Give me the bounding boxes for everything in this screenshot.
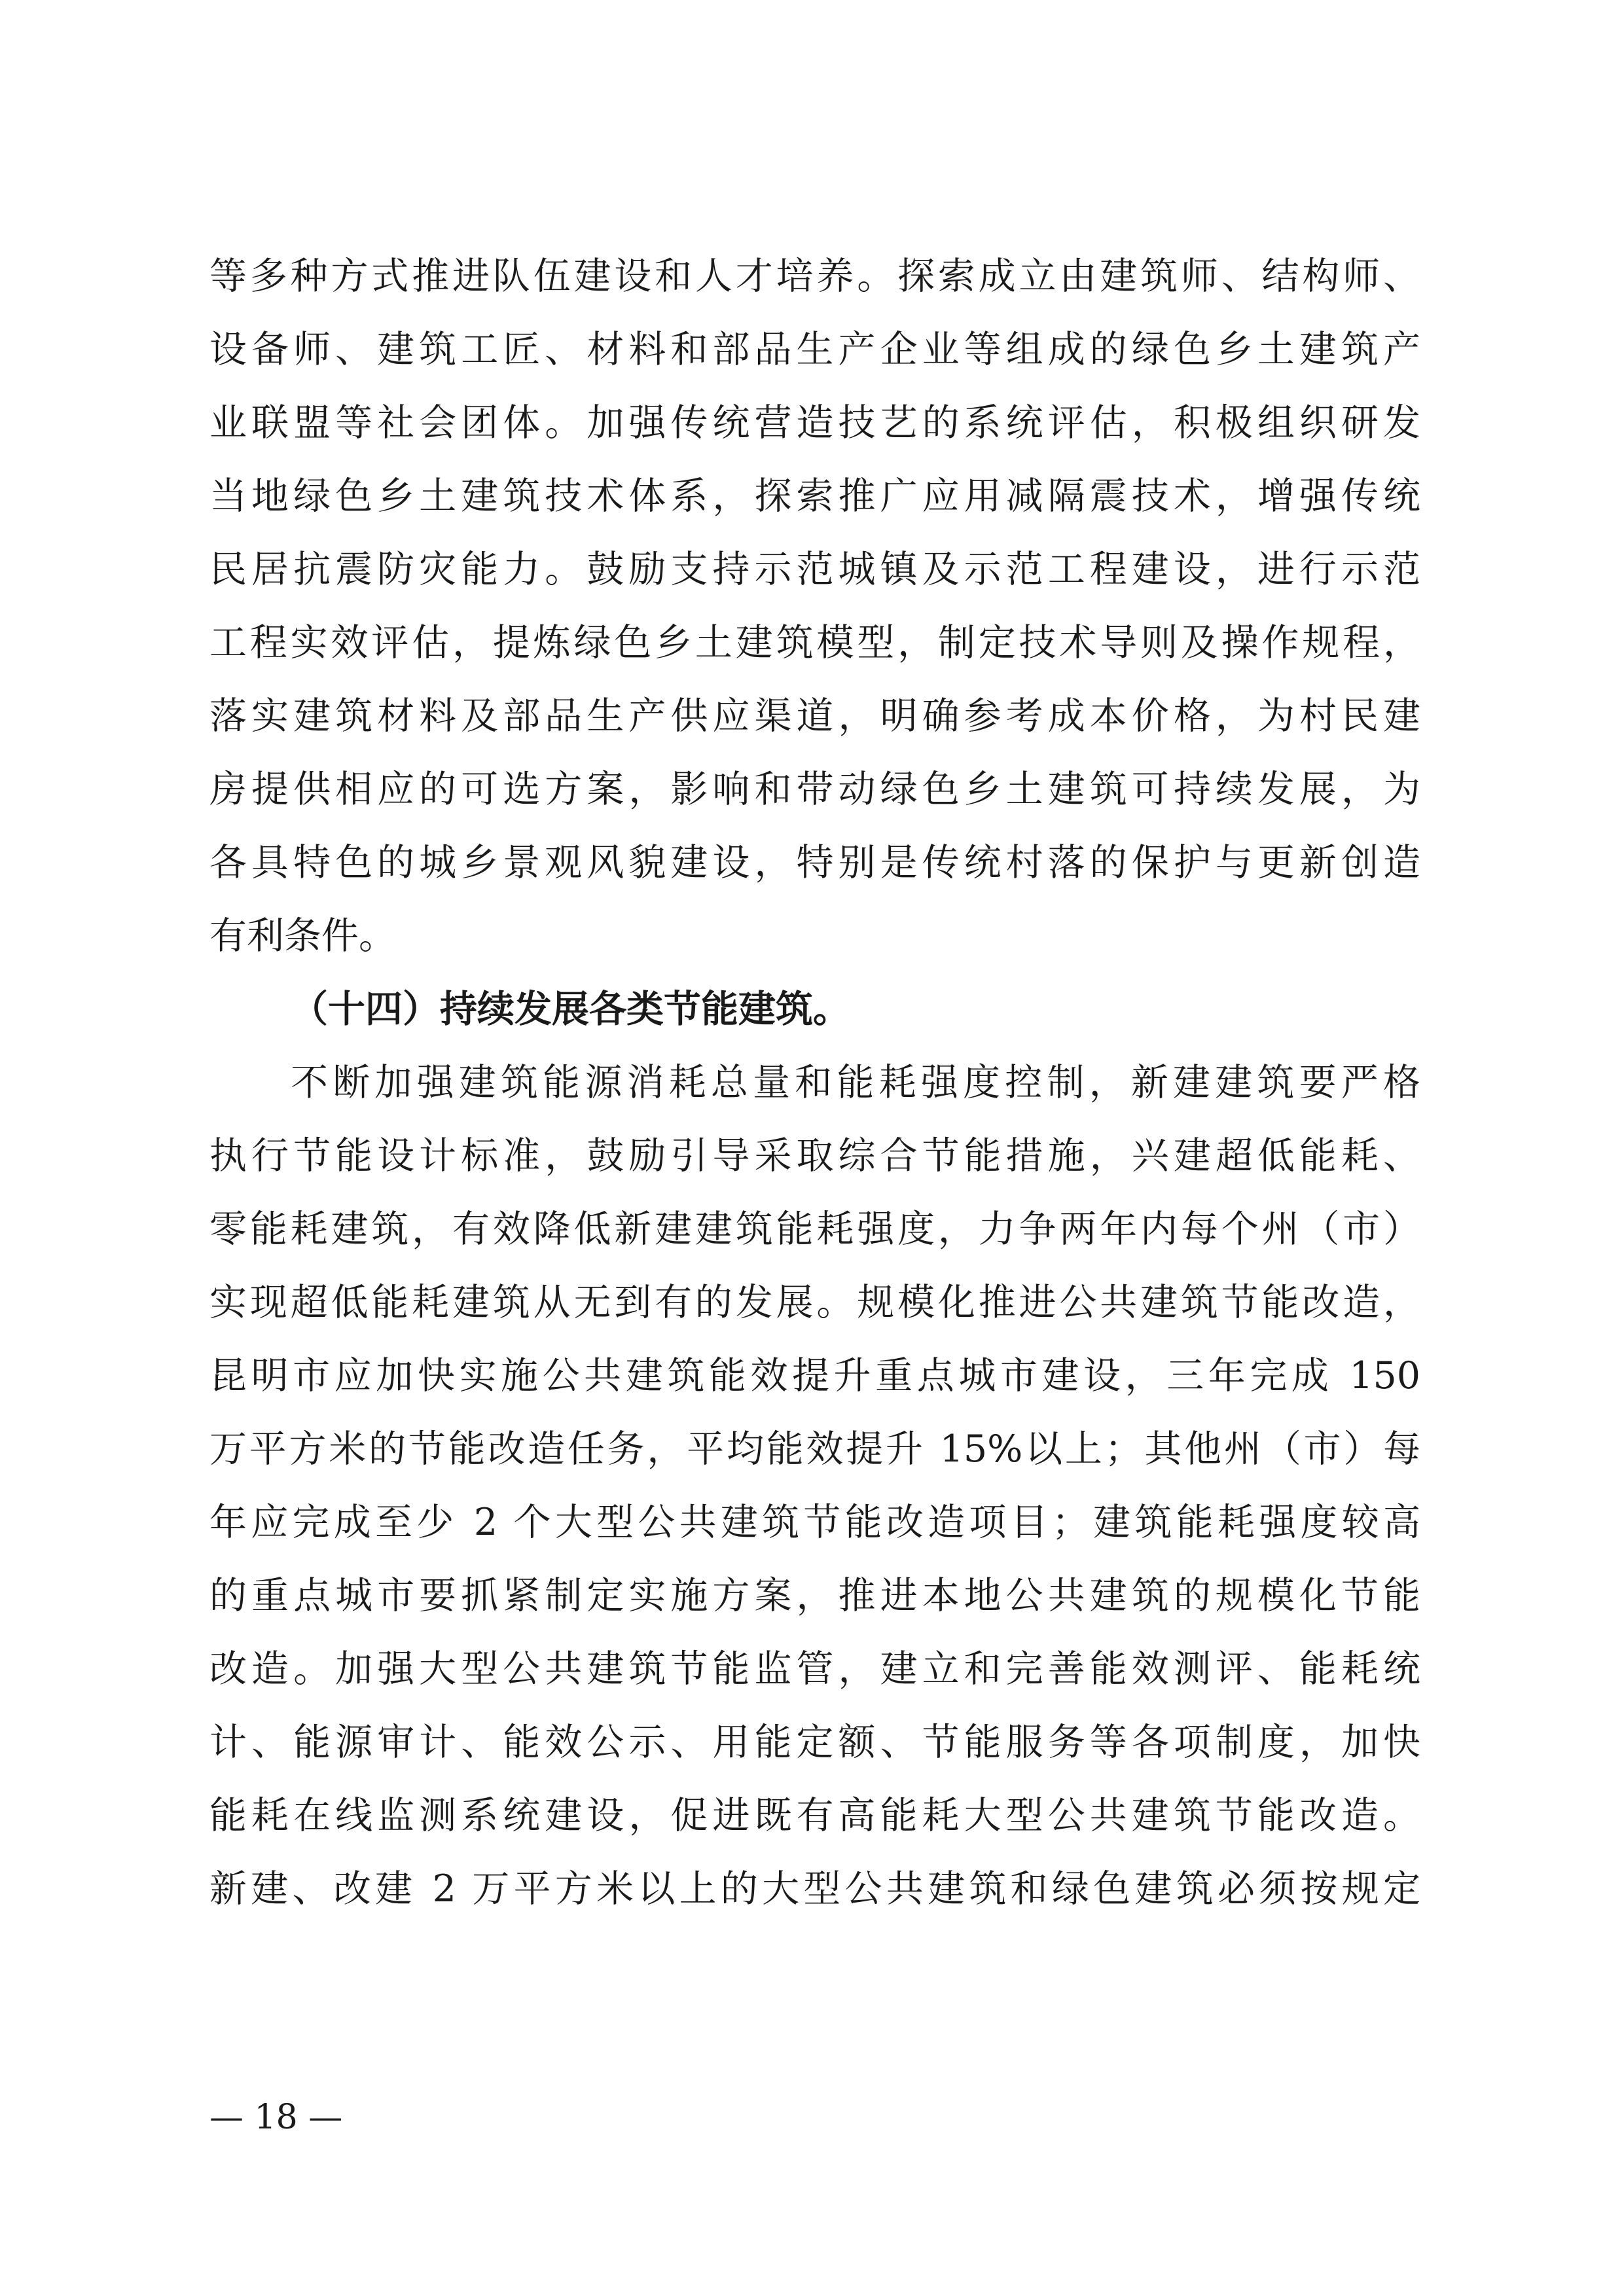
paragraph-line: 设备师、建筑工匠、材料和部品生产企业等组成的绿色乡土建筑产 [209, 328, 1420, 371]
paragraph-line: 业联盟等社会团体。加强传统营造技艺的系统评估，积极组织研发 [209, 401, 1420, 444]
paragraph-line: 不断加强建筑能源消耗总量和能耗强度控制，新建建筑要严格 [291, 1061, 1420, 1104]
paragraph-line: 执行节能设计标准，鼓励引导采取综合节能措施，兴建超低能耗、 [209, 1134, 1420, 1177]
paragraph-line: 万平方米的节能改造任务，平均能效提升 15%以上；其他州（市）每 [209, 1427, 1420, 1471]
paragraph-line: 当地绿色乡土建筑技术体系，探索推广应用减隔震技术，增强传统 [209, 475, 1420, 518]
paragraph-line: 民居抗震防灾能力。鼓励支持示范城镇及示范工程建设，进行示范 [209, 548, 1420, 591]
paragraph-line: 新建、改建 2 万平方米以上的大型公共建筑和绿色建筑必须按规定 [209, 1867, 1420, 1910]
paragraph-line: 零能耗建筑，有效降低新建建筑能耗强度，力争两年内每个州（市） [209, 1208, 1420, 1251]
paragraph-line: 房提供相应的可选方案，影响和带动绿色乡土建筑可持续发展，为 [209, 768, 1420, 811]
paragraph-line: 的重点城市要抓紧制定实施方案，推进本地公共建筑的规模化节能 [209, 1574, 1420, 1617]
paragraph-line: 年应完成至少 2 个大型公共建筑节能改造项目；建筑能耗强度较高 [209, 1501, 1420, 1544]
page-number: — 18 — [209, 2098, 343, 2137]
paragraph-line: 昆明市应加快实施公共建筑能效提升重点城市建设，三年完成 150 [209, 1354, 1420, 1397]
paragraph-line: 工程实效评估，提炼绿色乡土建筑模型，制定技术导则及操作规程， [209, 621, 1420, 664]
paragraph-line: 能耗在线监测系统建设，促进既有高能耗大型公共建筑节能改造。 [209, 1794, 1420, 1837]
paragraph-line: 改造。加强大型公共建筑节能监管，建立和完善能效测评、能耗统 [209, 1647, 1420, 1691]
paragraph-line: 计、能源审计、能效公示、用能定额、节能服务等各项制度，加快 [209, 1721, 1420, 1764]
section-heading: （十四）持续发展各类节能建筑。 [291, 987, 850, 1031]
paragraph-line: 实现超低能耗建筑从无到有的发展。规模化推进公共建筑节能改造， [209, 1281, 1420, 1324]
paragraph-line: 等多种方式推进队伍建设和人才培养。探索成立由建筑师、结构师、 [209, 255, 1420, 298]
paragraph-line: 有利条件。 [209, 914, 396, 958]
paragraph-line: 落实建筑材料及部品生产供应渠道，明确参考成本价格，为村民建 [209, 694, 1420, 738]
paragraph-line: 各具特色的城乡景观风貌建设，特别是传统村落的保护与更新创造 [209, 841, 1420, 884]
